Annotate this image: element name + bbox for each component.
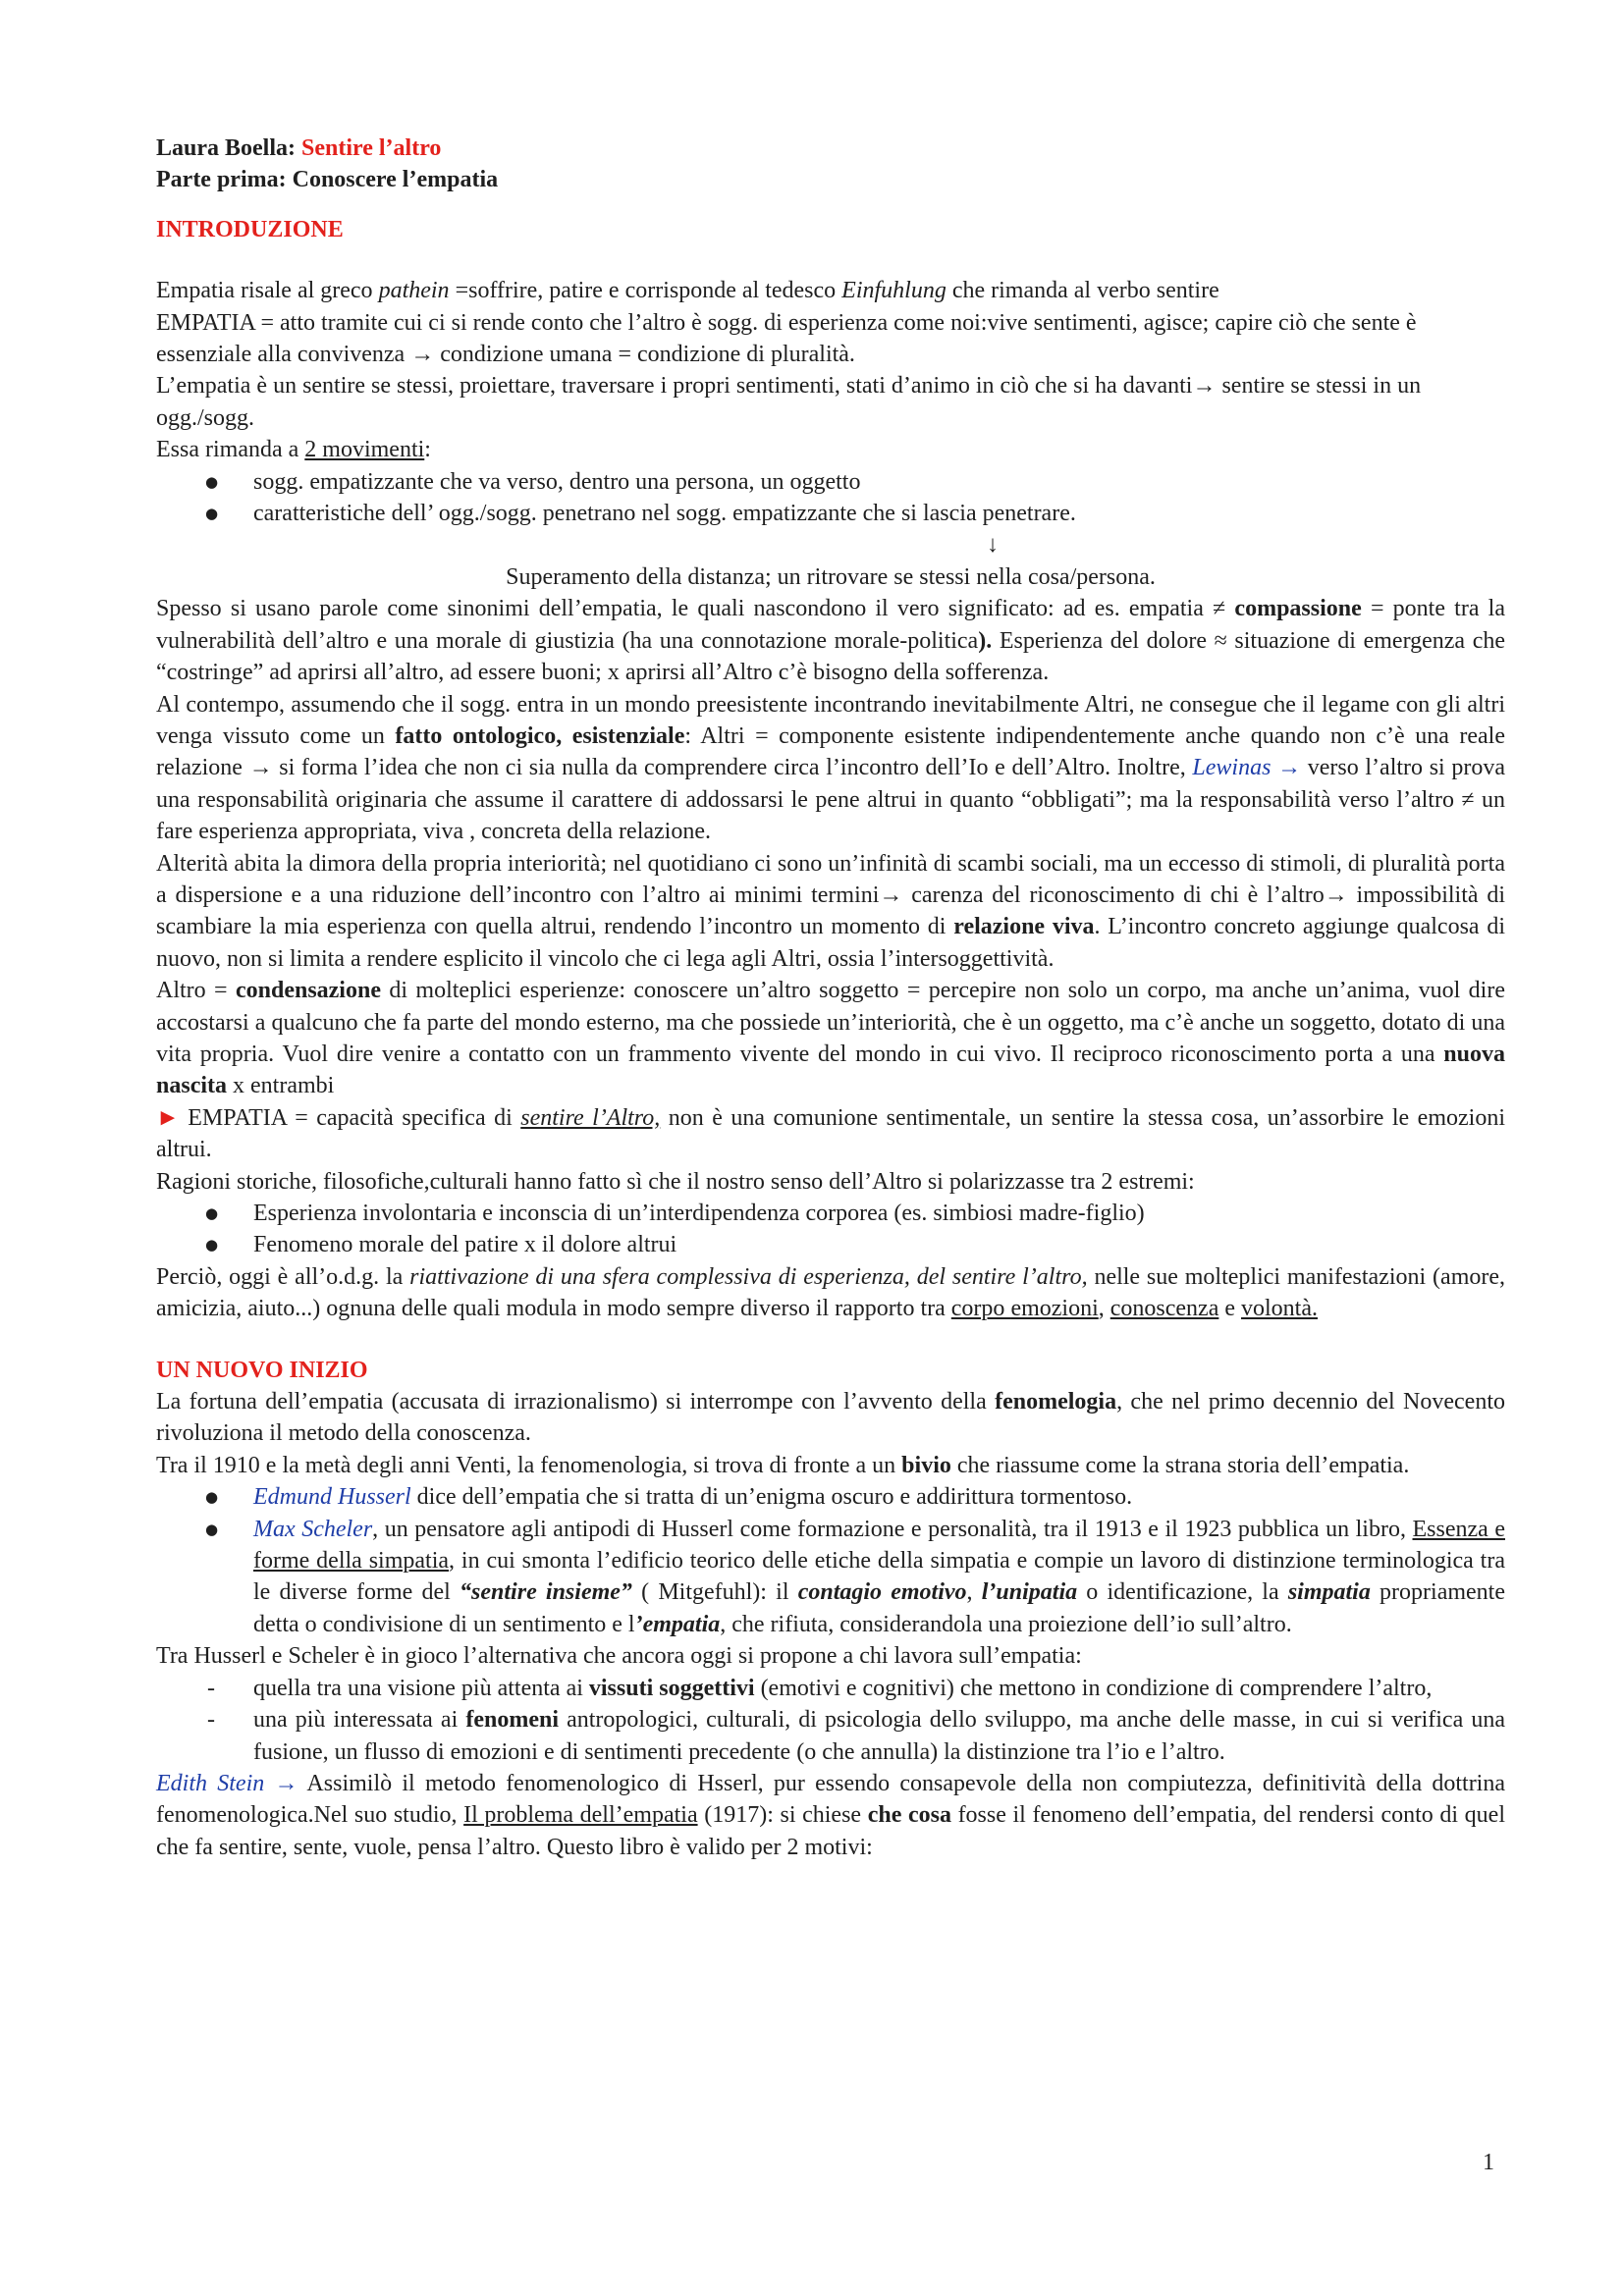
bullet-list [156, 466, 1505, 530]
centered-statement: Superamento della distanza; un ritrovare se stessi nella cosa/persona. [506, 563, 1156, 590]
paragraph: Alterità abita la dimora della propria interiorità; nel quotidiano ci sono un’infinità di scambi sociali, ma un eccesso di stimoli, di pluralità porta a dispersione e a una riduzione dell’incontro con l’altro ai minimi termini→ carenza del riconoscimento di chi è l’altro→ impossibilità di scambiare la mia esperienza con quella altrui, rendendo l’incontro un momento di relazione viva. L’incontro concreto aggiunge qualcosa di nuovo, non si limita a rendere esplicito il vincolo che ci lega agli Altri, ossia l’intersoggettività. [156, 850, 1505, 972]
list-item: ● Max Scheler, un pensatore agli antipodi di Husserl come formazione e personalità, tra il 1913 e il 1923 pubblica un libro, Essenza e forme della simpatia, in cui smonta l’edificio teorico delle etiche della simpatia e compie un lavoro di distinzione terminologica tra le diverse forme del “sentire insieme” ( Mitgefuhl): il contagio emotivo, l’unipatia o identificazione, la simpatia propriamente detta o condivisione di un sentimento e l’empatia, che rifiuta, considerandola una proiezione dell’io sull’altro. [156, 1514, 1505, 1641]
document-body [156, 133, 1505, 1863]
paragraph: Tra Husserl e Scheler è in gioco l’alternativa che ancora oggi si propone a chi lavora sull’empatia: [156, 1643, 1082, 1670]
paragraph: Perciò, oggi è all’o.d.g. la riattivazione di una sfera complessiva di esperienza, del sentire l’altro, nelle sue molteplici manifestazioni (amore, amicizia, aiuto...) ognuna delle quali modula in modo sempre diverso il rapporto tra corpo emozioni, conoscenza e volontà. [156, 1263, 1506, 1322]
lewinas-reference: Lewinas → [1192, 755, 1302, 781]
bullet-list [156, 1481, 1505, 1640]
paragraph: Essa rimanda a 2 movimenti: [156, 437, 431, 463]
list-item: ● Fenomeno morale del patire x il dolore altrui [156, 1229, 1505, 1260]
list-item: - quella tra una visione più attenta ai vissuti soggettivi (emotivi e cognitivi) che mettono in condizione di comprendere l’altro, [156, 1673, 1505, 1704]
paragraph: L’empatia è un sentire se stessi, proiettare, traversare i propri sentimenti, stati d’animo in ciò che si ha davanti→ sentire se stessi in un ogg./sogg. [156, 373, 1422, 431]
list-item: ● Edmund Husserl dice dell’empatia che si tratta di un’enigma oscuro e addirittura tormentoso. [156, 1481, 1505, 1513]
paragraph: Spesso si usano parole come sinonimi dell’empatia, le quali nascondono il vero significato: ad es. empatia ≠ compassione = ponte tra la vulnerabilità dell’altro e una morale di giustizia (ha una connotazione morale-politica). Esperienza del dolore ≈ situazione di emergenza che “costringe” ad aprirsi all’altro, ad essere buoni; x aprirsi all’Altro c’è bisogno della sofferenza. [156, 596, 1506, 686]
bullet-list [156, 1198, 1505, 1261]
paragraph: Ragioni storiche, filosofiche,culturali hanno fatto sì che il nostro senso dell’Altro si polarizzasse tra 2 estremi: [156, 1168, 1195, 1195]
paragraph: Tra il 1910 e la metà degli anni Venti, la fenomenologia, si trova di fronte a un bivio che riassume come la strana storia dell’empatia. [156, 1452, 1410, 1478]
paragraph: Altro = condensazione di molteplici esperienze: conoscere un’altro soggetto = percepire non solo un corpo, ma anche un’anima, vuol dire accostarsi a qualcuno che fa parte del mondo esterno, ma che possiede un’interiorità, che è un oggetto, ma c’è anche un soggetto, dotato di una vita propria. Vuol dire venire a contatto con un frammento vivente del mondo in cui vivo. Il reciproco riconoscimento porta a una nuova nascita x entrambi [156, 978, 1505, 1099]
paragraph: Edith Stein → Assimilò il metodo fenomenologico di Hsserl, pur essendo consapevole della non compiutezza, definitività della dottrina fenomenologica.Nel suo studio, Il problema dell’empatia (1917): si chiese che cosa fosse il fenomeno dell’empatia, del rendersi conto di quel che fa sentire, sente, vuole, pensa l’altro. Questo libro è valido per 2 motivi: [156, 1770, 1506, 1860]
list-item: - una più interessata ai fenomeni antropologici, culturali, di psicologia dello sviluppo, ma anche delle masse, in cui si verifica una fusione, un flusso di emozioni e di sentimenti precedente (o che annulla) la distinzione tra l’io e l’altro. [156, 1704, 1505, 1768]
edith-stein-reference: Edith Stein → [156, 1770, 298, 1796]
down-arrow: ↓ [987, 532, 999, 559]
dash-list [156, 1673, 1505, 1768]
list-item: ● Esperienza involontaria e inconscia di un’interdipendenza corporea (es. simbiosi madre-figlio) [156, 1198, 1505, 1229]
paragraph: La fortuna dell’empatia (accusata di irrazionalismo) si interrompe con l’avvento della fenomelogia, che nel primo decennio del Novecento rivoluziona il metodo della conoscenza. [156, 1389, 1506, 1447]
triangle-marker-icon: ► [156, 1104, 180, 1131]
page-number: 1 [1483, 2150, 1494, 2175]
list-item: ● caratteristiche dell’ ogg./sogg. penetrano nel sogg. empatizzante che si lascia penetrare. [156, 498, 1505, 529]
book-title: Sentire l’altro [301, 135, 442, 161]
paragraph: Empatia risale al greco pathein =soffrire, patire e corrisponde al tedesco Einfuhlung che rimanda al verbo sentire [156, 278, 1219, 304]
part-title: Parte prima: Conoscere l’empatia [156, 167, 499, 193]
paragraph: ► EMPATIA = capacità specifica di sentire l’Altro, non è una comunione sentimentale, un sentire la stessa cosa, un’assorbire le emozioni altrui. [156, 1104, 1505, 1163]
paragraph: EMPATIA = atto tramite cui ci si rende conto che l’altro è sogg. di esperienza come noi:vive sentimenti, agisce; capire ciò che sente è essenziale alla convivenza → condizione umana = condizione di pluralità. [156, 309, 1417, 368]
author: Laura Boella: [156, 135, 296, 161]
list-item: ● sogg. empatizzante che va verso, dentro una persona, un oggetto [156, 466, 1505, 498]
section-heading-nuovo-inizio: UN NUOVO INIZIO [156, 1357, 368, 1383]
header-line [156, 133, 1505, 164]
paragraph: Al contempo, assumendo che il sogg. entra in un mondo preesistente incontrando inevitabilmente Altri, ne consegue che il legame con gli altri venga vissuto come un fatto ontologico, esistenziale: Altri = componente esistente indipendentemente anche quando non c’è una reale relazione → si forma l’idea che non ci sia nulla da comprendere circa l’incontro dell’Io e dell’Altro. Inoltre, Lewinas → verso l’altro si prova una responsabilità originaria che assume il carattere di addossarsi le pene altrui in quanto “obbligati”; ma la responsabilità verso l’altro ≠ un fare esperienza appropriata, viva , concreta della relazione. [156, 691, 1506, 845]
section-heading-introduzione: INTRODUZIONE [156, 216, 344, 242]
